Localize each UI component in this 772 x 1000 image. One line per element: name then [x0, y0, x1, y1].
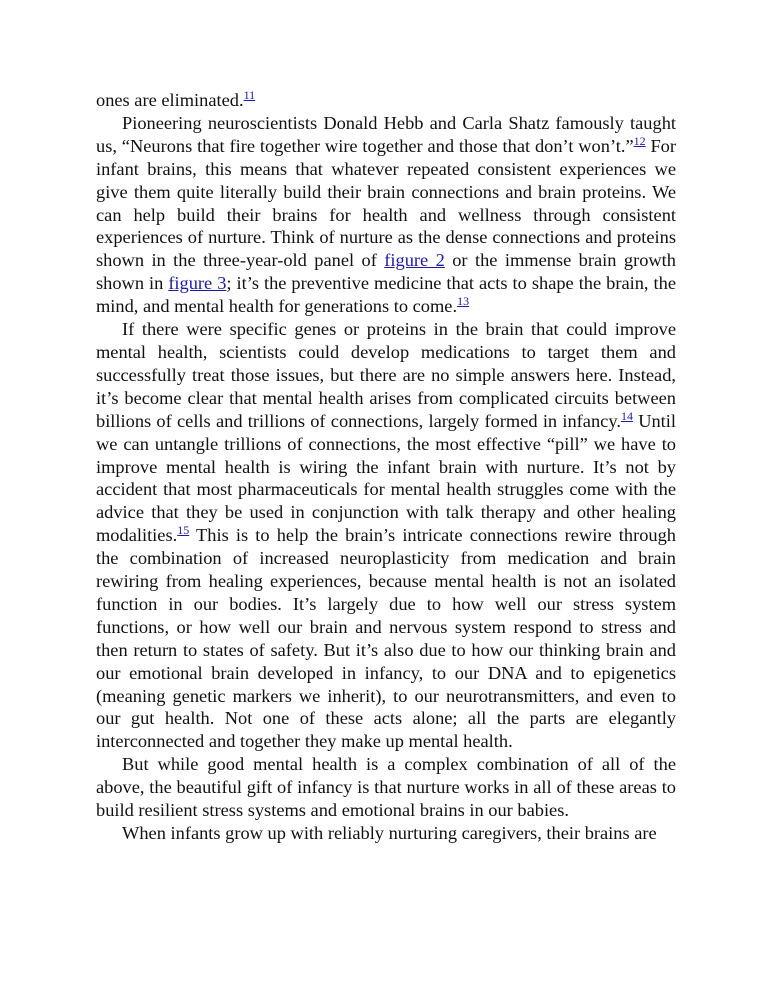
footnote-link[interactable]: 12 — [633, 133, 646, 148]
text-run: But while good mental health is a complex combination of all of the above, the beautiful gift of infancy is that nurture works in all of these areas to build resilient stress systems and emotional brains in our babies. — [96, 754, 676, 821]
paragraph-5 — [96, 822, 676, 845]
text-run: This is to help the brain’s intricate connections rewire through the combination of increased neuroplasticity from medication and brain rewiring from healing experiences, because mental health is not an isolated function in our bodies. It’s largely due to how well our stress system functions, or how well our brain and nervous system respond to stress and then return to states of safety. But it’s also due to how our thinking brain and our emotional brain developed in infancy, to our DNA and to epigenetics (meaning genetic markers we inherit), to our neurotransmitters, and even to our gut health. Not one of these acts alone; all the parts are elegantly interconnected and together they make up mental health. — [96, 525, 676, 752]
footnote-marker — [177, 523, 189, 537]
text-run: or the immense brain growth shown in — [96, 250, 676, 294]
figure-link[interactable]: figure 2 — [384, 250, 445, 271]
footnote-marker — [634, 134, 646, 148]
footnote-link[interactable]: 14 — [620, 408, 633, 423]
text-run: Pioneering neuroscientists Donald Hebb and Carla Shatz famously taught us, “Neurons that fire together wire together and those that don’t won’t.” — [96, 112, 676, 156]
footnote-link[interactable]: 15 — [177, 523, 190, 538]
paragraph-1 — [96, 89, 676, 112]
paragraph-3 — [96, 318, 676, 753]
body-text — [96, 89, 676, 845]
figure-link[interactable]: figure 3 — [168, 273, 227, 294]
text-run: Until we can untangle trillions of connections, the most effective “pill” we have to improve mental health is wiring the infant brain with nurture. It’s not by accident that most pharmaceuticals for mental health struggles come with the advice that they be used in conjunction with talk therapy and other healing modalities. — [96, 410, 676, 546]
text-run: For infant brains, this means that whatever repeated consistent experiences we give them quite literally build their brain connections and brain proteins. We can help build their brains for health and wellness through consistent experiences of nurture. Think of nurture as the dense connections and proteins shown in the three-year-old panel of — [96, 135, 676, 271]
text-run: If there were specific genes or proteins in the brain that could improve mental health, scientists could develop medications to target them and successfully treat those issues, but there are no simple answers here. Instead, it’s become clear that mental health arises from complicated circuits between billions of cells and trillions of connections, largely formed in infancy. — [96, 319, 676, 431]
text-run: When infants grow up with reliably nurturing caregivers, their brains are — [122, 823, 657, 843]
paragraph-4 — [96, 753, 676, 822]
text-run: ones are eliminated. — [96, 90, 244, 110]
footnote-marker — [621, 409, 633, 423]
paragraph-2 — [96, 112, 676, 318]
footnote-link[interactable]: 13 — [457, 294, 470, 309]
footnote-marker — [457, 294, 469, 308]
text-run: ; it’s the preventive medicine that acts to shape the brain, the mind, and mental health for generations to come. — [96, 273, 676, 317]
footnote-link[interactable]: 11 — [243, 88, 256, 102]
footnote-marker — [244, 88, 256, 102]
